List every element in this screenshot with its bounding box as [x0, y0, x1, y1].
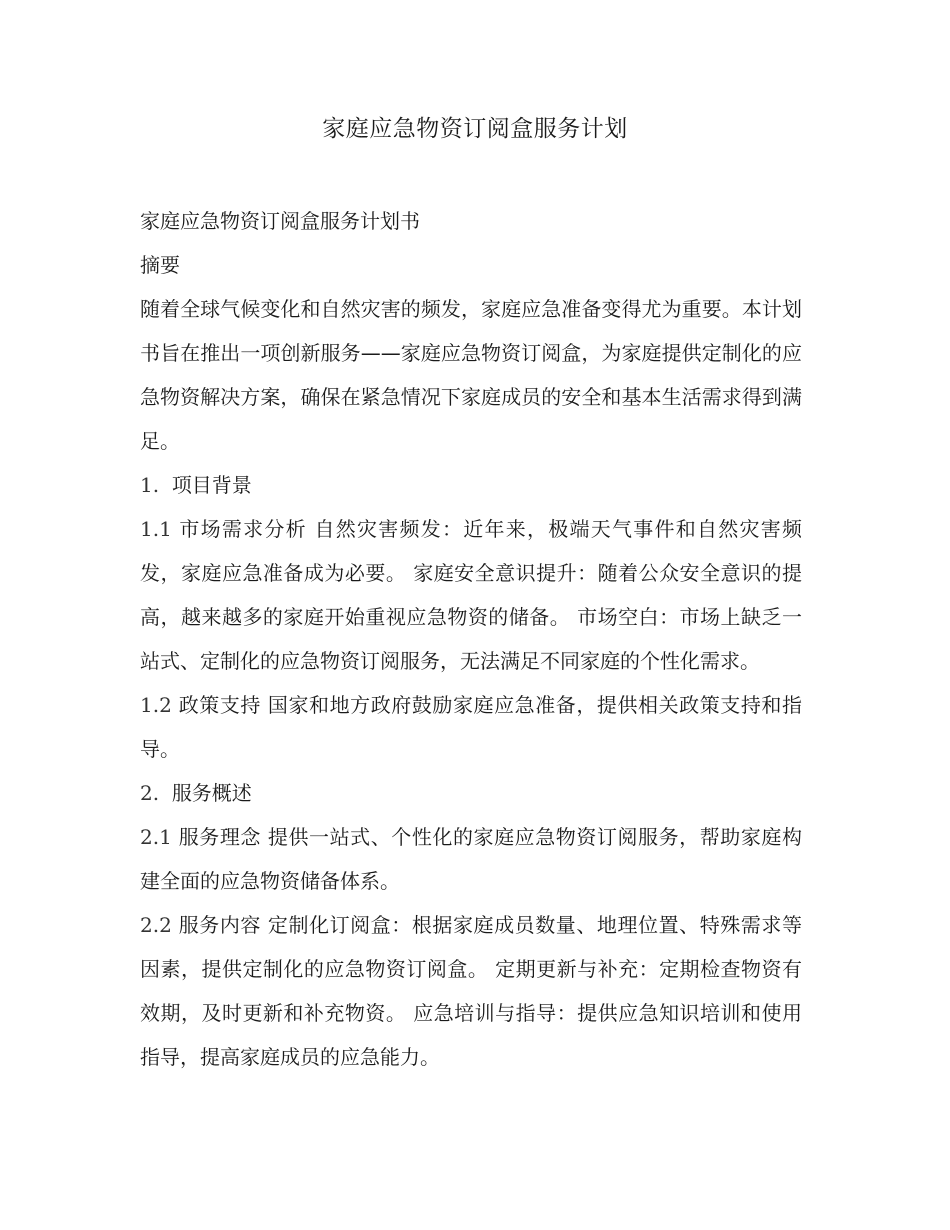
document-subtitle: 家庭应急物资订阅盒服务计划书: [140, 209, 420, 233]
section-number: 2.2: [140, 913, 172, 937]
section-number: 1.2: [140, 693, 172, 717]
section-title: 项目背景: [171, 473, 252, 497]
section-paragraph-1-2: [140, 683, 802, 771]
section-number: 2.: [140, 781, 160, 805]
section-heading-2: [140, 771, 802, 815]
section-number: 1.1: [140, 517, 172, 541]
document-body: [140, 199, 802, 1079]
section-paragraph-2-2: [140, 903, 802, 1079]
section-paragraph-1-1: [140, 507, 802, 683]
section-text: 政策支持 国家和地方政府鼓励家庭应急准备，提供相关政策支持和指导。: [140, 693, 802, 761]
section-text: 服务理念 提供一站式、个性化的家庭应急物资订阅服务，帮助家庭构建全面的应急物资储备体系。: [140, 825, 802, 893]
abstract-heading: 摘要: [140, 253, 180, 277]
abstract-paragraph: 随着全球气候变化和自然灾害的频发，家庭应急准备变得尤为重要。本计划书旨在推出一项创新服务——家庭应急物资订阅盒，为家庭提供定制化的应急物资解决方案，确保在紧急情况下家庭成员的安全和基本生活需求得到满足。: [140, 297, 802, 453]
section-heading-1: [140, 463, 802, 507]
section-title: 服务概述: [171, 781, 252, 805]
section-number: 2.1: [140, 825, 172, 849]
section-number: 1.: [140, 473, 160, 497]
section-text: 服务内容 定制化订阅盒：根据家庭成员数量、地理位置、特殊需求等因素，提供定制化的应急物资订阅盒。 定期更新与补充：定期检查物资有效期，及时更新和补充物资。 应急培训与指导：提供应急知识培训和使用指导，提高家庭成员的应急能力。: [140, 913, 802, 1069]
document-title: 家庭应急物资订阅盒服务计划: [322, 116, 628, 142]
section-text: 市场需求分析 自然灾害频发：近年来，极端天气事件和自然灾害频发，家庭应急准备成为必要。 家庭安全意识提升：随着公众安全意识的提高，越来越多的家庭开始重视应急物资的储备。 市场空白：市场上缺乏一站式、定制化的应急物资订阅服务，无法满足不同家庭的个性化需求。: [140, 517, 802, 673]
section-paragraph-2-1: [140, 815, 802, 903]
